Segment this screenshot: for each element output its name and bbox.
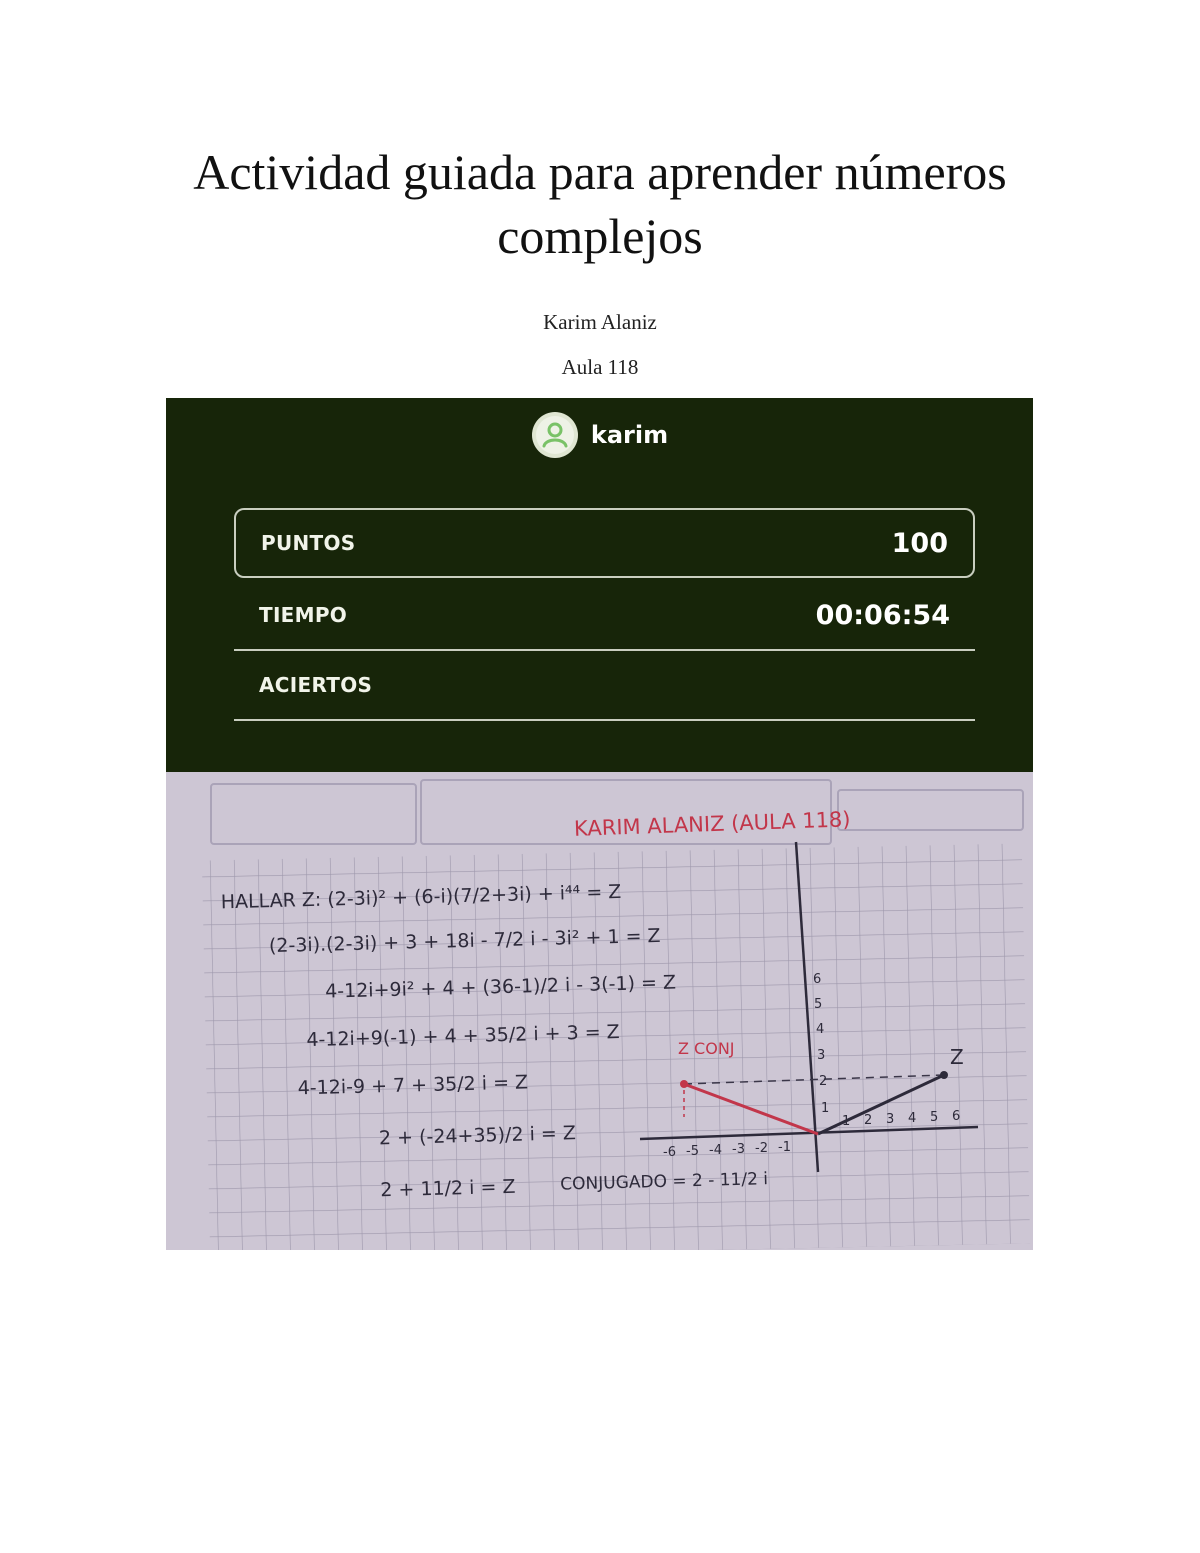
classroom-label: Aula 118	[561, 355, 639, 379]
x-tick-label: 4	[908, 1111, 917, 1126]
y-tick-label: 3	[817, 1048, 826, 1063]
work-line: 2 + (-24+35)/2 i = Z	[378, 1122, 577, 1150]
y-tick-label: 2	[819, 1074, 828, 1089]
x-tick-label: -3	[732, 1142, 745, 1157]
stat-row-time	[234, 581, 975, 651]
user-header	[166, 410, 1033, 460]
z-conjugate-label: Z CONJ	[678, 1039, 735, 1058]
z-point	[940, 1071, 948, 1079]
z-label: Z	[950, 1045, 964, 1069]
stat-row-hits	[234, 651, 975, 721]
graph-paper	[166, 772, 1033, 1250]
y-tick-label: 1	[821, 1101, 830, 1116]
y-tick-label: 4	[816, 1022, 825, 1037]
username: karim	[590, 421, 669, 449]
x-tick-label: 2	[864, 1113, 873, 1128]
x-tick-label: -1	[778, 1140, 791, 1155]
x-tick-label: -2	[755, 1141, 768, 1156]
work-line: 4-12i+9(-1) + 4 + 35/2 i + 3 = Z	[306, 1020, 620, 1052]
scoreboard-screenshot	[166, 398, 1033, 772]
stat-label-hits: ACIERTOS	[259, 673, 373, 697]
y-tick-label: 5	[814, 997, 823, 1012]
x-tick-label: -4	[709, 1143, 722, 1158]
stat-row-points	[234, 508, 975, 578]
x-tick-label: 3	[886, 1112, 895, 1127]
stat-value-time: 00:06:54	[815, 599, 950, 631]
conjugate-line: CONJUGADO = 2 - 11/2 i	[560, 1169, 769, 1195]
z-conjugate-point	[680, 1080, 688, 1088]
stat-label-time: TIEMPO	[259, 603, 348, 627]
paper-header-text: KARIM ALANIZ (AULA 118)	[573, 807, 851, 841]
document-title: Actividad guiada para aprender números complejos	[193, 144, 1007, 264]
work-line: HALLAR Z: (2-3i)² + (6-i)(7/2+3i) + i⁴⁴ = Z	[220, 880, 622, 914]
work-line: (2-3i).(2-3i) + 3 + 18i - 7/2 i - 3i² + 1 = Z	[268, 924, 661, 958]
x-tick-label: 5	[930, 1110, 939, 1125]
stat-value-points: 100	[891, 527, 948, 559]
stat-label-points: PUNTOS	[261, 531, 356, 555]
handwritten-work-photo	[166, 772, 1033, 1250]
y-tick-label: 6	[813, 972, 822, 987]
x-tick-label: -5	[686, 1144, 699, 1159]
x-tick-label: 6	[952, 1109, 961, 1124]
user-avatar-icon	[531, 411, 579, 459]
work-line: 2 + 11/2 i = Z	[380, 1175, 516, 1202]
x-tick-label: 1	[842, 1114, 851, 1129]
work-line: 4-12i-9 + 7 + 35/2 i = Z	[297, 1071, 529, 1100]
x-tick-label: -6	[663, 1145, 676, 1160]
work-line: 4-12i+9i² + 4 + (36-1)/2 i - 3(-1) = Z	[324, 971, 677, 1003]
author-name: Karim Alaniz	[543, 310, 657, 334]
